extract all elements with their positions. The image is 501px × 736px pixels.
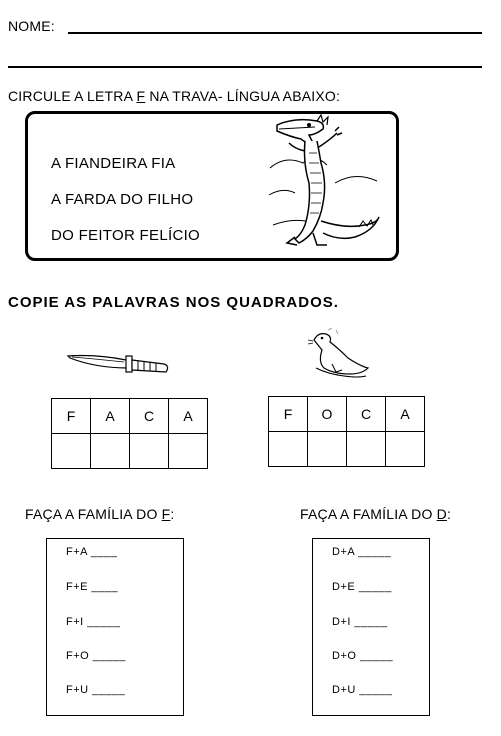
- faca-answer-cell-3[interactable]: [130, 434, 169, 469]
- family-f-item-5[interactable]: F+U _____: [66, 684, 126, 696]
- family-f-suffix: :: [170, 506, 175, 522]
- second-line[interactable]: [8, 66, 482, 68]
- tongue-line-2: A FARDA DO FILHO: [51, 191, 194, 208]
- foca-letter-2: O: [308, 397, 347, 432]
- circle-instruction: [8, 88, 340, 104]
- knife-icon: [66, 350, 172, 380]
- family-d-letter: D: [436, 506, 447, 522]
- foca-letter-3: C: [347, 397, 386, 432]
- foca-letters-row: [269, 397, 425, 432]
- faca-answer-cell-1[interactable]: [52, 434, 91, 469]
- faca-grid: [51, 398, 208, 469]
- foca-grid: [268, 396, 425, 467]
- family-f-heading: [25, 506, 175, 522]
- foca-answer-cell-4[interactable]: [386, 432, 425, 467]
- faca-empty-row: [52, 434, 208, 469]
- family-d-item-5[interactable]: D+U _____: [332, 684, 393, 696]
- family-f-item-4[interactable]: F+O _____: [66, 650, 126, 662]
- faca-letter-1: F: [52, 399, 91, 434]
- faca-letter-2: A: [91, 399, 130, 434]
- family-d-suffix: :: [446, 506, 452, 522]
- family-f-prefix: FAÇA A FAMÍLIA DO: [25, 506, 162, 522]
- family-d-item-1[interactable]: D+A _____: [332, 546, 392, 558]
- family-d-prefix: FAÇA A FAMÍLIA DO: [300, 506, 437, 522]
- family-d-item-3[interactable]: D+I _____: [332, 616, 388, 628]
- foca-empty-row: [269, 432, 425, 467]
- family-f-item-2[interactable]: F+E ____: [66, 581, 119, 593]
- name-label: NOME:: [8, 18, 55, 34]
- tongue-line-3: DO FEITOR FELÍCIO: [51, 227, 201, 244]
- foca-letter-1: F: [269, 397, 308, 432]
- foca-answer-cell-1[interactable]: [269, 432, 308, 467]
- tongue-line-1: A FIANDEIRA FIA: [51, 155, 176, 172]
- faca-answer-cell-4[interactable]: [169, 434, 208, 469]
- family-f-item-1[interactable]: F+A ____: [66, 546, 118, 558]
- foca-answer-cell-2[interactable]: [308, 432, 347, 467]
- instruction-letter: F: [136, 88, 146, 104]
- faca-letters-row: [52, 399, 208, 434]
- family-d-item-2[interactable]: D+E _____: [332, 581, 392, 593]
- faca-letter-4: A: [169, 399, 208, 434]
- family-d-item-4[interactable]: D+O _____: [332, 650, 394, 662]
- dinosaur-icon: [265, 113, 383, 251]
- instruction-prefix: CIRCULE A LETRA: [8, 88, 137, 104]
- faca-letter-3: C: [130, 399, 169, 434]
- faca-answer-cell-2[interactable]: [91, 434, 130, 469]
- instruction-suffix: NA TRAVA- LÍNGUA ABAIXO:: [145, 88, 341, 104]
- name-line[interactable]: [68, 32, 482, 34]
- family-f-letter: F: [161, 506, 171, 522]
- copy-heading: COPIE AS PALAVRAS NOS QUADRADOS.: [8, 294, 339, 311]
- foca-letter-4: A: [386, 397, 425, 432]
- family-d-heading: [300, 506, 451, 522]
- seal-icon: [308, 328, 372, 380]
- family-f-item-3[interactable]: F+I _____: [66, 616, 121, 628]
- foca-answer-cell-3[interactable]: [347, 432, 386, 467]
